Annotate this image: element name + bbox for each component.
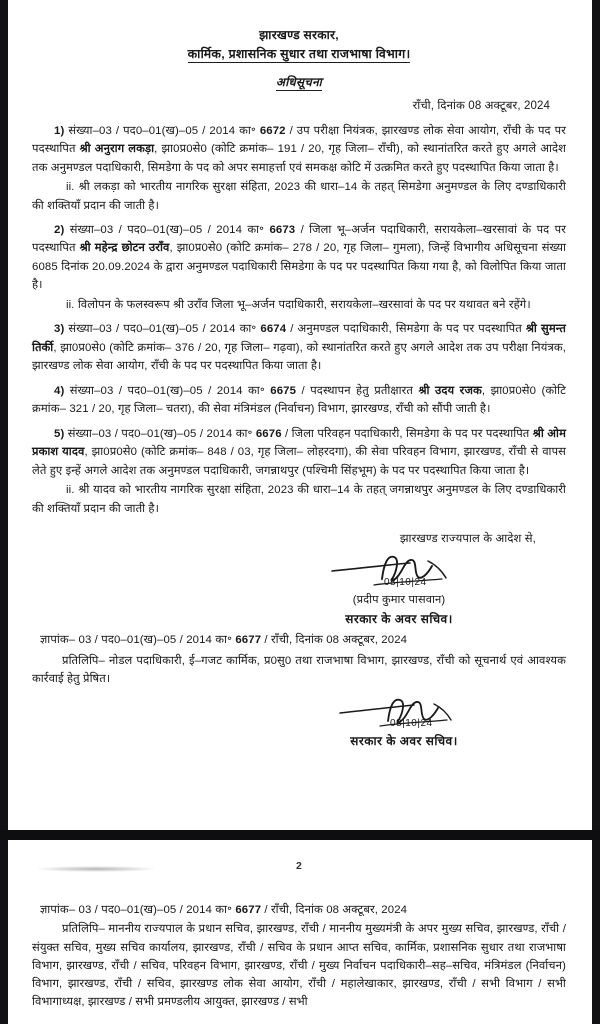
officer-name: श्री सुमन्त तिर्की	[32, 323, 566, 354]
memo-number-line	[32, 631, 566, 649]
order-memo-no: 6672	[259, 124, 286, 137]
order-prefix: संख्या–03 / पद0–01(ख)–05 / 2014 का॰	[68, 323, 261, 336]
order-text-after-name: , झा0प्र0से0 (कोटि क्रमांक– 321 / 20, गृह जिला– चतरा), की सेवा मंत्रिमंडल (निर्वाचन) विभाग, झारखण्ड, राँची को सौंपी जाती है।	[32, 384, 566, 416]
order-memo-no: 6675	[270, 384, 297, 397]
order-text-before-name: / पदस्थापन हेतु प्रतीक्षारत	[296, 384, 419, 397]
handwritten-signature	[334, 695, 474, 731]
order-text-before-name: / जिला परिवहन पदाधिकारी, सिमडेगा के पद पर पदस्थापित	[281, 427, 533, 440]
order-memo-no: 6674	[260, 323, 287, 336]
department-heading	[32, 45, 566, 64]
page-number: 2	[296, 860, 302, 872]
copy-distribution-paragraph: प्रतिलिपि– माननीय राज्यपाल के प्रधान सचिव, झारखण्ड, राँची / माननीय मुख्यमंत्री के अपर मुख्य सचिव, झारखण्ड, राँची / संयुक्त सचिव, मुख्य सचिव कार्यालय, झारखण्ड, राँची / सचिव के प्रधान आप्त सचिव, कार्मिक, प्रशासनिक सुधार तथा राजभाषा विभाग, झारखण्ड, राँची / सचिव, परिवहन विभाग, झारखण्ड, राँची / मुख्य निर्वाचन पदाधिकारी–सह–सचिव, मंत्रिमंडल (निर्वाचन) विभाग, झारखण्ड, राँची / सचिव, झारखण्ड लोक सेवा आयोग, राँची / महालेखाकार, झारखण्ड, राँची / सभी विभाग / सभी विभागाध्यक्ष, झारखण्ड / सभी प्रमण्डलीय आयुक्त, झारखण्ड / सभी	[32, 923, 566, 1009]
scan-smudge	[36, 866, 156, 872]
order-number: 3)	[54, 323, 65, 336]
copy-distribution-paragraph: प्रतिलिपि– नोडल पदाधिकारी, ई–गजट कार्मिक, प्र0सु0 तथा राजभाषा विभाग, झारखण्ड, राँची को सूचनार्थ एवं आवश्यक कार्रवाई हेतु प्रेषित।	[32, 654, 566, 686]
document-page-1	[8, 0, 592, 830]
order-sub-clause: ii. विलोपन के फलस्वरूप श्री उराँव जिला भू–अर्जन पदाधिकारी, सरायकेला–खरसावां के पद पर यथावत बने रहेंगे।	[66, 298, 531, 311]
officer-name: श्री उदय रजक	[418, 384, 482, 397]
notification-title	[32, 73, 566, 92]
order-text-before-name: / अनुमण्डल पदाधिकारी, सिमडेगा के पद पर पदस्थापित	[286, 323, 526, 336]
order-text-after-name: , झा0प्र0से0 (कोटि क्रमांक– 278 / 20, गृह जिला– गुमला), जिन्हें विभागीय अधिसूचना संख्या 6085 दिनांक 20.09.2024 के द्वारा अनुमण्डल पदाधिकारी सिमडेगा के पद पर पदस्थापित किया गया है, को विलोपित किया जाता है।	[32, 242, 567, 292]
signature-block-2	[32, 695, 566, 751]
place-date: राँची, दिनांक 08 अक्टूबर, 2024	[412, 100, 550, 113]
signature-date-stamp: 08|10|24	[384, 576, 427, 588]
department-heading-text: कार्मिक, प्रशासनिक सुधार तथा राजभाषा विभाग।	[187, 47, 411, 62]
memo-number-line	[32, 901, 566, 919]
order-number: 2)	[54, 223, 65, 236]
order-prefix: संख्या–03 / पद0–01(ख)–05 / 2014 का॰	[68, 124, 260, 137]
order-text-after-name: , झा0प्र0से0 (कोटि क्रमांक– 191 / 20, गृह जिला– राँची), को स्थानांतरित करते हुए अगले आदेश तक अनुमण्डल पदाधिकारी, सिमडेगा के पद को अपर समाहर्त्ता एवं समकक्ष कोटि में उत्क्रमित करते हुए पदस्थापित किया जाता है।	[32, 143, 567, 174]
memo-label: ज्ञापांक–	[40, 634, 79, 647]
order-number: 5)	[54, 427, 65, 440]
order-number: 1)	[54, 124, 65, 137]
order-text-after-name: , झा0प्र0से0 (कोटि क्रमांक– 376 / 20, गृह जिला– गढ़वा), को स्थानांतरित करते हुए अगले आदेश तक उप परीक्षा नियंत्रक, झारखण्ड लोक सेवा आयोग, राँची के पद पर पदस्थापित किया जाता है।	[32, 341, 566, 373]
order-text-before-name: / जिला भू–अर्जन पदाधिकारी, सरायकेला–खरसावां के पद पर पदस्थापित	[32, 223, 567, 255]
memo-ref: 03 / पद0–01(ख)–05 / 2014 का॰	[78, 634, 236, 647]
order-paragraph	[32, 122, 566, 177]
page-separator	[0, 830, 600, 840]
officer-name: श्री अनुराग लकड़ा	[79, 143, 155, 156]
handwritten-signature	[324, 551, 474, 593]
order-text-after-name: , झा0प्र0से0 (कोटि क्रमांक– 848 / 03, गृह जिला– लोहरदगा), की सेवा परिवहन विभाग, झारखण्ड, राँची से वापस लेते हुए इन्हें अगले आदेश तक अनुमण्डल पदाधिकारी, जगन्नाथपुर (पश्चिमी सिंहभूम) के पद पर पदस्थापित किया जाता है।	[32, 446, 566, 477]
order-number: 4)	[54, 384, 65, 397]
signature-date-stamp: 08|10|24	[390, 717, 433, 729]
order-memo-no: 6676	[255, 427, 282, 440]
memo-ref: 03 / पद0–01(ख)–05 / 2014 का॰	[78, 904, 236, 916]
memo-label: ज्ञापांक–	[40, 904, 79, 916]
document-page-2	[8, 840, 592, 1024]
signatory-designation: सरकार के अवर सचिव।	[345, 611, 453, 626]
order-prefix: संख्या–03 / पद0–01(ख)–05 / 2014 का॰	[67, 427, 256, 440]
order-paragraph	[32, 320, 566, 375]
order-paragraph	[32, 382, 566, 419]
by-order-of-governor: झारखण्ड राज्यपाल के आदेश से,	[399, 533, 536, 546]
notification-title-text: अधिसूचना	[275, 74, 323, 89]
signature-block	[32, 551, 566, 630]
order-sub-clause: ii. श्री लकड़ा को भारतीय नागरिक सुरक्षा संहिता, 2023 की धारा–14 के तहत् सिमडेगा अनुमण्डल के लिए दण्डाधिकारी की शक्तियाँ प्रदान की जाती है।	[32, 181, 566, 212]
officer-name: श्री ओम प्रकाश यादव	[32, 427, 566, 459]
memo-no: 6677	[235, 634, 262, 647]
order-paragraph	[32, 221, 566, 295]
officer-name: श्री महेन्द्र छोटन उराँव	[79, 242, 170, 255]
order-sub-clause: ii. श्री यादव को भारतीय नागरिक सुरक्षा संहिता, 2023 की धारा–14 के तहत् जगन्नाथपुर अनुमण्डल के लिए दण्डाधिकारी की शक्तियाँ प्रदान की जाती है।	[32, 484, 566, 515]
order-prefix: संख्या–03 / पद0–01(ख)–05 / 2014 का॰	[69, 223, 270, 236]
memo-place-date: / राँची, दिनांक 08 अक्टूबर, 2024	[261, 634, 408, 647]
order-prefix: संख्या–03 / पद0–01(ख)–05 / 2014 का॰	[69, 384, 271, 397]
signatory-designation: सरकार के अवर सचिव।	[350, 733, 458, 748]
memo-place-date: / राँची, दिनांक 08 अक्टूबर, 2024	[261, 904, 408, 916]
order-memo-no: 6673	[269, 223, 296, 236]
order-text-before-name: / उप परीक्षा नियंत्रक, झारखण्ड लोक सेवा आयोग, राँची के पद पर पदस्थापित	[32, 124, 566, 156]
government-heading: झारखण्ड सरकार,	[259, 28, 339, 42]
signatory-name: (प्रदीप कुमार पासवान)	[352, 593, 446, 606]
memo-no: 6677	[235, 904, 262, 916]
order-paragraph	[32, 425, 566, 480]
